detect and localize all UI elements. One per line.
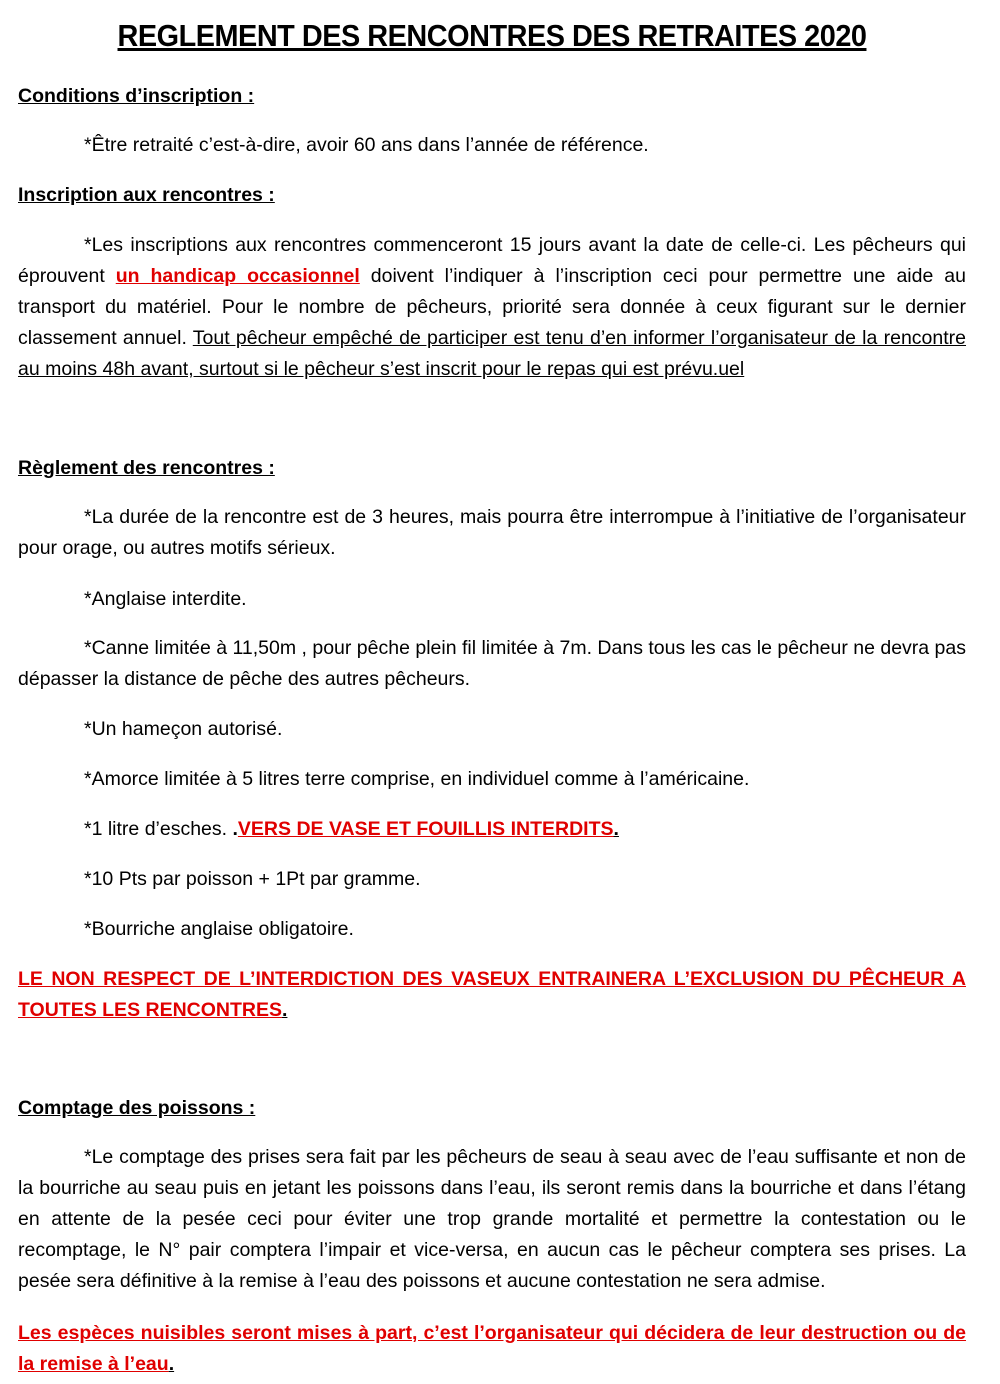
rule-amorce: *Amorce limitée à 5 litres terre comprise, en individuel comme à l’américaine. — [84, 768, 750, 790]
rule-esches — [18, 814, 966, 845]
nuisibles-end: . — [168, 1353, 175, 1375]
exclusion-warning-end: . — [282, 999, 288, 1021]
handicap-highlight: un handicap occasionnel — [115, 265, 360, 287]
rule-duration: *La durée de la rencontre est de 3 heures, mais pourra être interrompue à l’initiative de l’organisateur pour orage, ou autres motifs sérieux. — [18, 506, 966, 559]
conditions-heading: Conditions d’inscription : — [18, 85, 255, 107]
esches-dot: . — [232, 818, 238, 840]
inscription-underlined-note: Tout pêcheur empêché de participer est tenu d’en informer l’organisateur de la rencontre au moins 48h avant, surtout si le pêcheur s’est inscrit pour le repas qui est prévu.uel — [18, 327, 967, 380]
inscription-heading: Inscription aux rencontres : — [18, 184, 275, 206]
comptage-heading: Comptage des poissons : — [18, 1097, 256, 1119]
inscription-paragraph — [18, 230, 966, 385]
rule-canne: *Canne limitée à 11,50m , pour pêche plein fil limitée à 7m. Dans tous les cas le pêcheur ne devra pas dépasser la distance de pêche des autres pêcheurs. — [18, 637, 966, 690]
nuisibles-text: Les espèces nuisibles seront mises à part, c’est l’organisateur qui décidera de leur destruction ou de la remise à l’eau — [18, 1322, 966, 1375]
conditions-item: *Être retraité c’est-à-dire, avoir 60 ans dans l’année de référence. — [84, 134, 649, 156]
exclusion-warning — [18, 964, 966, 1026]
nuisibles-note — [18, 1318, 966, 1380]
inscription-text-mid: doivent l’indiquer à l’inscription ceci pour permettre une aide au transport du matériel. Pour le nombre de pêcheurs, priorité sera donnée à ceux figurant sur le dernier classement annuel. — [18, 265, 966, 349]
document-title: REGLEMENT DES RENCONTRES DES RETRAITES 2020 — [117, 18, 867, 53]
inscription-text-start: *Les inscriptions aux rencontres commenceront 15 jours avant la date de celle-ci. Les pêcheurs qui éprouvent — [18, 234, 966, 287]
esches-forbidden: VERS DE VASE ET FOUILLIS INTERDITS — [237, 818, 614, 840]
rule-points: *10 Pts par poisson + 1Pt par gramme. — [84, 868, 421, 890]
rule-anglaise: *Anglaise interdite. — [84, 588, 247, 610]
exclusion-warning-text: LE NON RESPECT DE L’INTERDICTION DES VASEUX ENTRAINERA L’EXCLUSION DU PÊCHEUR A TOUTES LES RENCONTRES — [18, 968, 966, 1021]
comptage-paragraph: *Le comptage des prises sera fait par les pêcheurs de seau à seau avec de l’eau suffisante et non de la bourriche au seau puis en jetant les poissons dans l’eau, ils seront remis dans la bourriche et dans l’étang en attente de la pesée ceci pour éviter une trop grande mortalité et permettre la contestation ou le recomptage, le N° pair comptera l’impair et vice-versa, en aucun cas le pêcheur comptera ses prises. La pesée sera définitive à la remise à l’eau des poissons et aucune contestation ne sera admise. — [18, 1146, 966, 1292]
esches-text: *1 litre d’esches. — [84, 818, 233, 840]
rule-hamecon: *Un hameçon autorisé. — [84, 718, 283, 740]
rule-bourriche: *Bourriche anglaise obligatoire. — [84, 918, 354, 940]
esches-end: . — [613, 818, 619, 840]
reglement-heading: Règlement des rencontres : — [18, 457, 275, 479]
